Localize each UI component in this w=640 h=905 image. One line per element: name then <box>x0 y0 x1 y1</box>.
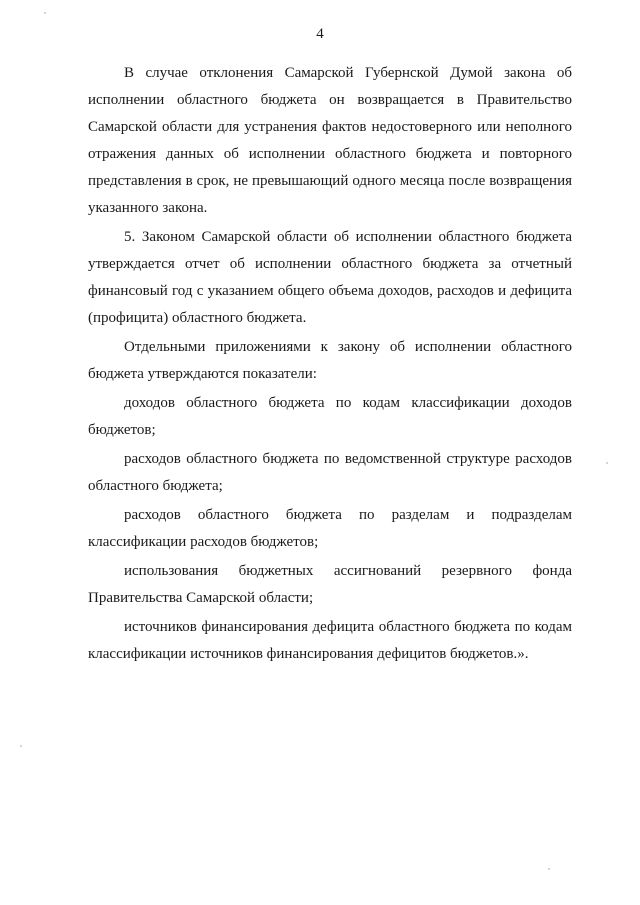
scan-speck <box>20 745 22 747</box>
paragraph-rejection-of-law: В случае отклонения Самарской Губернской Думой закона об исполнении областного бюджета он возвращается в Правительство Самарской области для устранения фактов недостоверного или неполного отражения данных об исполнении областного бюджета и повторного представления в срок, не превышающий одного месяца после возвращения указанного закона. <box>88 65 572 216</box>
list-item-expenditures-sections: расходов областного бюджета по разделам и подразделам классификации расходов бюджетов; <box>88 507 572 550</box>
paragraph-point-5: 5. Законом Самарской области об исполнении областного бюджета утверждается отчет об исполнении областного бюджета за отчетный финансовый год с указанием общего объема доходов, расходов и дефицита (профицита) областного бюджета. <box>88 229 572 326</box>
paragraph-appendices-intro: Отдельными приложениями к закону об исполнении областного бюджета утверждаются показатели: <box>88 339 572 382</box>
list-item-revenues: доходов областного бюджета по кодам классификации доходов бюджетов; <box>88 395 572 438</box>
scan-speck <box>548 868 550 870</box>
body-text <box>88 60 572 668</box>
list-item-reserve-fund: использования бюджетных ассигнований резервного фонда Правительства Самарской области; <box>88 563 572 606</box>
scan-speck <box>606 462 608 464</box>
list-item-expenditures-departmental: расходов областного бюджета по ведомственной структуре расходов областного бюджета; <box>88 451 572 494</box>
list-item-deficit-financing: источников финансирования дефицита областного бюджета по кодам классификации источников финансирования дефицитов бюджетов.». <box>88 619 572 662</box>
scan-speck <box>44 12 46 14</box>
page-number: 4 <box>316 26 324 42</box>
